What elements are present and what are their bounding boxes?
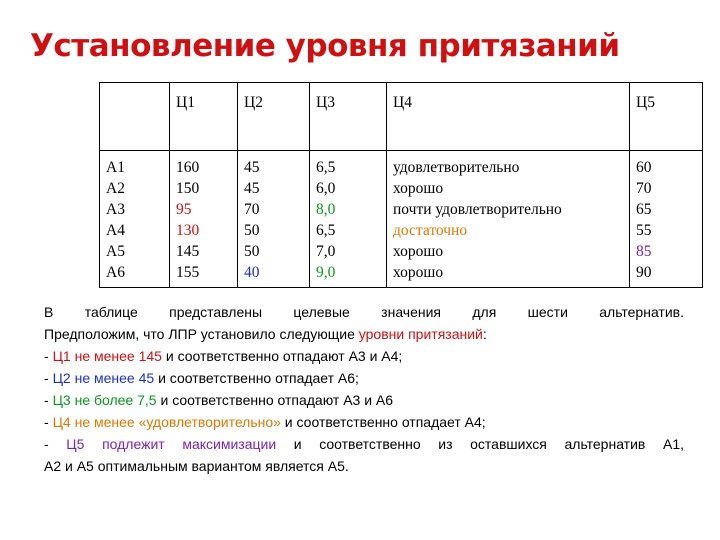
c2-column	[238, 151, 310, 288]
header-c5: Ц5	[630, 83, 703, 151]
c2-a3: 70	[244, 201, 260, 218]
c4-a1: удовлетворительно	[393, 159, 520, 176]
rule-c5-condition: Ц5 подлежит максимизации	[66, 436, 277, 452]
rule-c4-condition: Ц4 не менее «удовлетворительно»	[52, 414, 281, 430]
alternatives-column	[100, 151, 170, 288]
c4-a2: хорошо	[393, 180, 444, 197]
page-title: Установление уровня притязаний	[30, 28, 620, 64]
c3-a3: 8,0	[316, 201, 336, 218]
rule-c5-dash: -	[44, 436, 67, 452]
rule-c3	[44, 389, 684, 411]
rule-c4-result: и соответственно отпадает А4;	[280, 414, 486, 430]
rule-c5-result: и соответственно из оставшихся альтернатив А1,	[276, 436, 684, 452]
header-c3: Ц3	[310, 83, 387, 151]
rule-c1-result: и соответственно отпадают А3 и А4;	[161, 348, 403, 364]
rule-c4-dash: -	[44, 414, 53, 430]
c1-a4: 130	[176, 222, 200, 239]
c5-a3: 65	[636, 201, 652, 218]
c2-a5: 50	[244, 243, 260, 260]
c5-a4: 55	[636, 222, 652, 239]
description-text	[44, 301, 684, 477]
c3-a5: 7,0	[316, 243, 336, 260]
rule-c2-result: и соответственно отпадает А6;	[154, 370, 359, 386]
alt-a1: А1	[106, 159, 125, 176]
rule-c5	[44, 433, 684, 455]
header-c4: Ц4	[387, 83, 630, 151]
alt-a5: А5	[106, 243, 125, 260]
c2-a6: 40	[244, 264, 260, 281]
c2-a1: 45	[244, 159, 260, 176]
table-body-row	[100, 151, 703, 288]
c4-a6: хорошо	[393, 264, 444, 281]
criteria-table	[99, 82, 703, 288]
desc-line-2	[44, 323, 684, 345]
alt-a2: А2	[106, 180, 125, 197]
rule-c3-result: и соответственно отпадают А3 и А6	[156, 392, 394, 408]
c1-a3: 95	[176, 201, 192, 218]
c4-a5: хорошо	[393, 243, 444, 260]
c1-column	[170, 151, 238, 288]
c5-a1: 60	[636, 159, 652, 176]
c3-a1: 6,5	[316, 159, 336, 176]
c2-a4: 50	[244, 222, 260, 239]
alt-a3: А3	[106, 201, 125, 218]
desc-line-1: В таблице представлены целевые значения для шести альтернатив.	[44, 304, 684, 320]
header-c2: Ц2	[238, 83, 310, 151]
rule-c2	[44, 367, 684, 389]
c5-a6: 90	[636, 264, 652, 281]
c1-a2: 150	[176, 180, 200, 197]
c4-a3: почти удовлетворительно	[393, 201, 562, 218]
c5-a2: 70	[636, 180, 652, 197]
rule-c2-condition: Ц2 не менее 45	[52, 370, 155, 386]
desc-line-2-part-c: :	[482, 326, 487, 342]
c4-a4: достаточно	[393, 222, 468, 239]
aspiration-levels-term: уровни притязаний	[358, 326, 483, 342]
c3-a6: 9,0	[316, 264, 336, 281]
c1-a6: 155	[176, 264, 200, 281]
header-empty	[100, 83, 170, 151]
rule-c3-dash: -	[44, 392, 53, 408]
c1-a5: 145	[176, 243, 200, 260]
table-header-row	[100, 83, 703, 151]
rule-c3-condition: Ц3 не более 7,5	[52, 392, 157, 408]
rule-c4	[44, 411, 684, 433]
c5-a5: 85	[636, 243, 652, 260]
c3-a2: 6,0	[316, 180, 336, 197]
conclusion-line: А2 и А5 оптимальным вариантом является А5.	[44, 458, 349, 474]
rule-c1-dash: -	[44, 348, 53, 364]
c5-column	[630, 151, 703, 288]
rule-c1	[44, 345, 684, 367]
c3-a4: 6,5	[316, 222, 336, 239]
rule-c1-condition: Ц1 не менее 145	[52, 348, 162, 364]
c1-a1: 160	[176, 159, 200, 176]
c2-a2: 45	[244, 180, 260, 197]
alt-a6: А6	[106, 264, 125, 281]
c3-column	[310, 151, 387, 288]
header-c1: Ц1	[170, 83, 238, 151]
desc-line-2-part-a: Предположим, что ЛПР установило следующие	[44, 326, 359, 342]
alt-a4: А4	[106, 222, 125, 239]
c4-column	[387, 151, 630, 288]
rule-c2-dash: -	[44, 370, 53, 386]
